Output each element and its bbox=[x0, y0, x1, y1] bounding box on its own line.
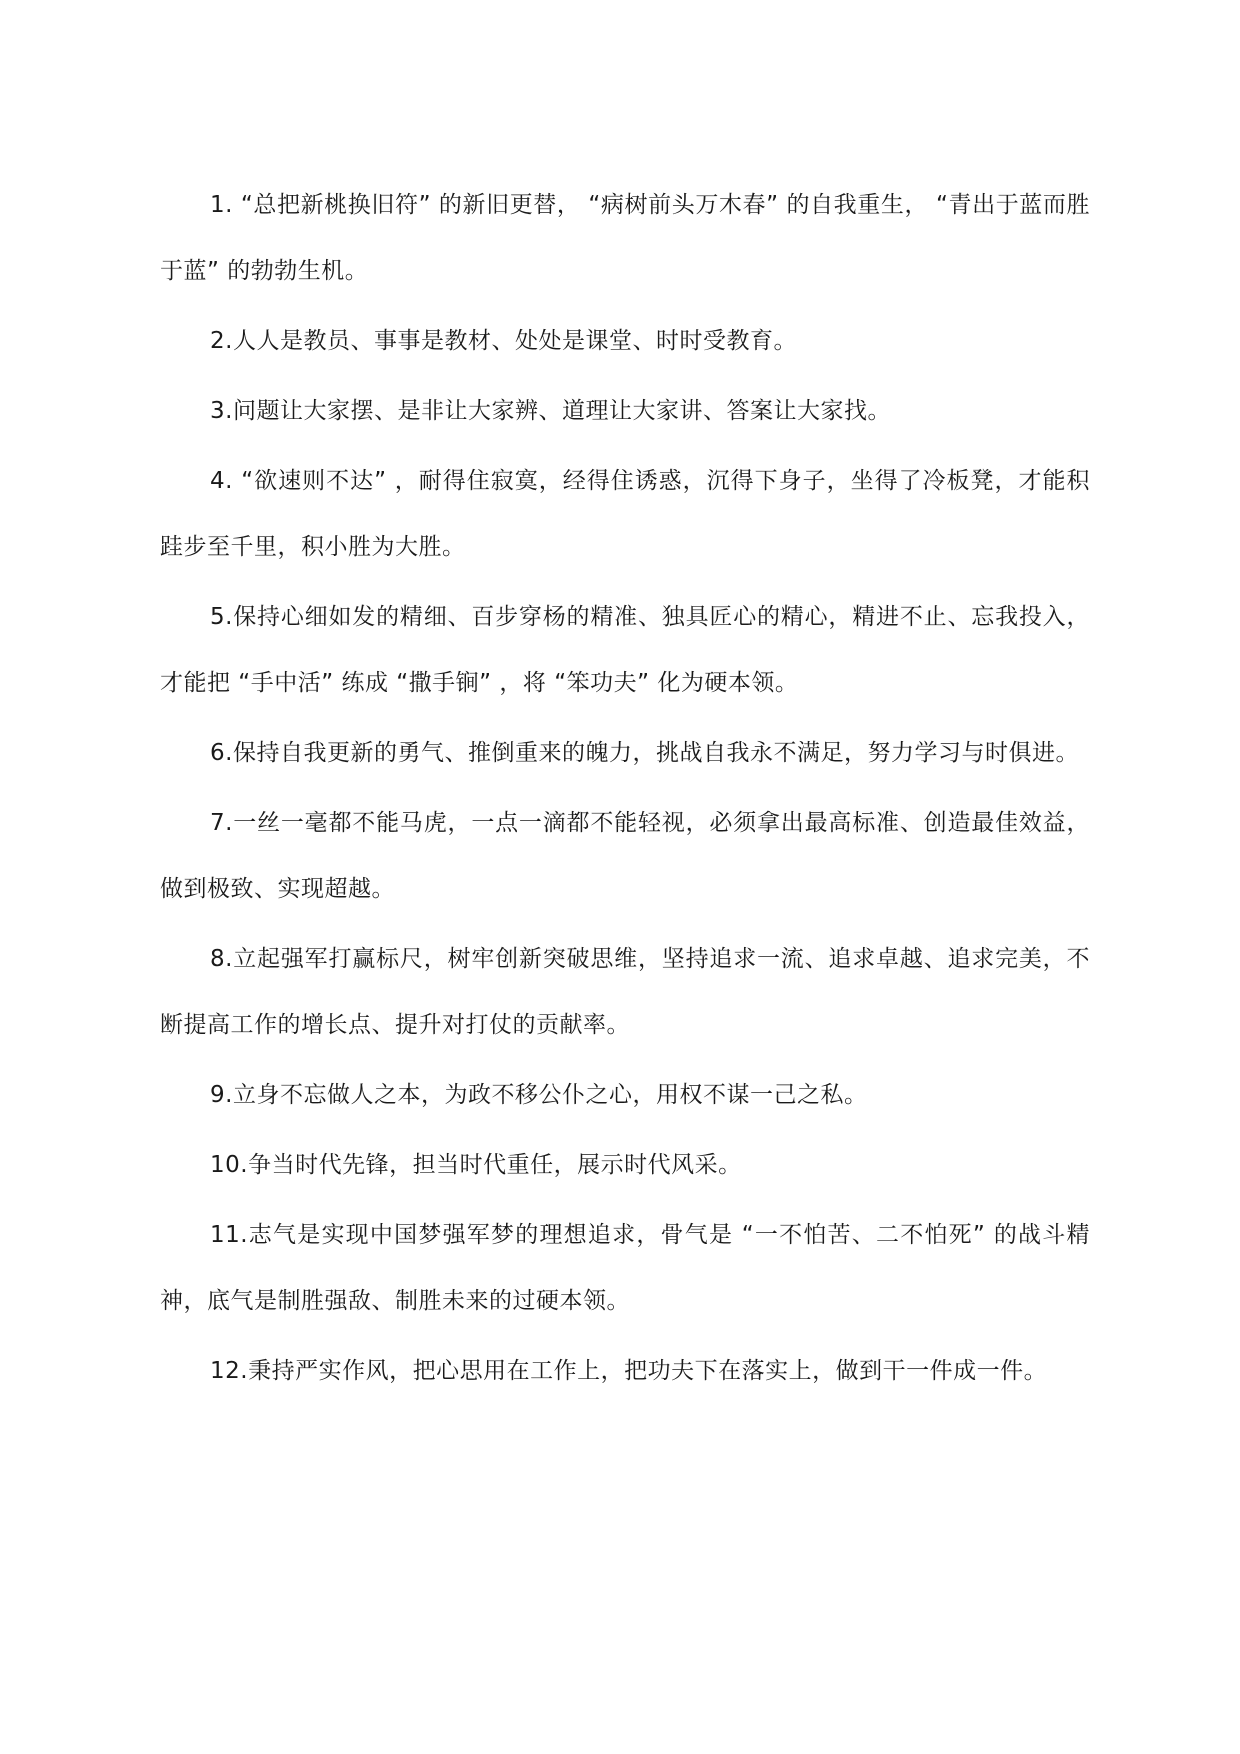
paragraph-3: 3.问题让大家摆、是非让大家辨、道理让大家讲、答案让大家找。 bbox=[210, 398, 891, 424]
paragraph-12: 12.秉持严实作风，把心思用在工作上，把功夫下在落实上，做到干一件成一件。 bbox=[210, 1358, 1048, 1384]
paragraph-4: 4. “欲速则不达” ，耐得住寂寞，经得住诱惑，沉得下身子，坐得了冷板凳，才能积跬步至千里，积小胜为大胜。 bbox=[160, 468, 1090, 560]
paragraph-8: 8.立起强军打赢标尺，树牢创新突破思维，坚持追求一流、追求卓越、追求完美，不断提高工作的增长点、提升对打仗的贡献率。 bbox=[160, 946, 1090, 1038]
paragraph-7: 7.一丝一毫都不能马虎，一点一滴都不能轻视，必须拿出最高标准、创造最佳效益，做到极致、实现超越。 bbox=[160, 810, 1090, 902]
paragraph-2: 2.人人是教员、事事是教材、处处是课堂、时时受教育。 bbox=[210, 328, 797, 354]
paragraph-10: 10.争当时代先锋，担当时代重任，展示时代风采。 bbox=[210, 1152, 742, 1178]
paragraph-1: 1. “总把新桃换旧符” 的新旧更替， “病树前头万木春” 的自我重生， “青出于蓝而胜于蓝” 的勃勃生机。 bbox=[160, 192, 1090, 284]
paragraph-11: 11.志气是实现中国梦强军梦的理想追求，骨气是 “一不怕苦、二不怕死” 的战斗精神，底气是制胜强敌、制胜未来的过硬本领。 bbox=[160, 1222, 1090, 1314]
document-body bbox=[160, 172, 1090, 1404]
paragraph-9: 9.立身不忘做人之本，为政不移公仆之心，用权不谋一己之私。 bbox=[210, 1082, 868, 1108]
paragraph-5: 5.保持心细如发的精细、百步穿杨的精准、独具匠心的精心，精进不止、忘我投入，才能把 “手中活” 练成 “撒手锏” ，将 “笨功夫” 化为硬本领。 bbox=[160, 604, 1090, 696]
paragraph-6: 6.保持自我更新的勇气、推倒重来的魄力，挑战自我永不满足，努力学习与时俱进。 bbox=[210, 740, 1079, 766]
